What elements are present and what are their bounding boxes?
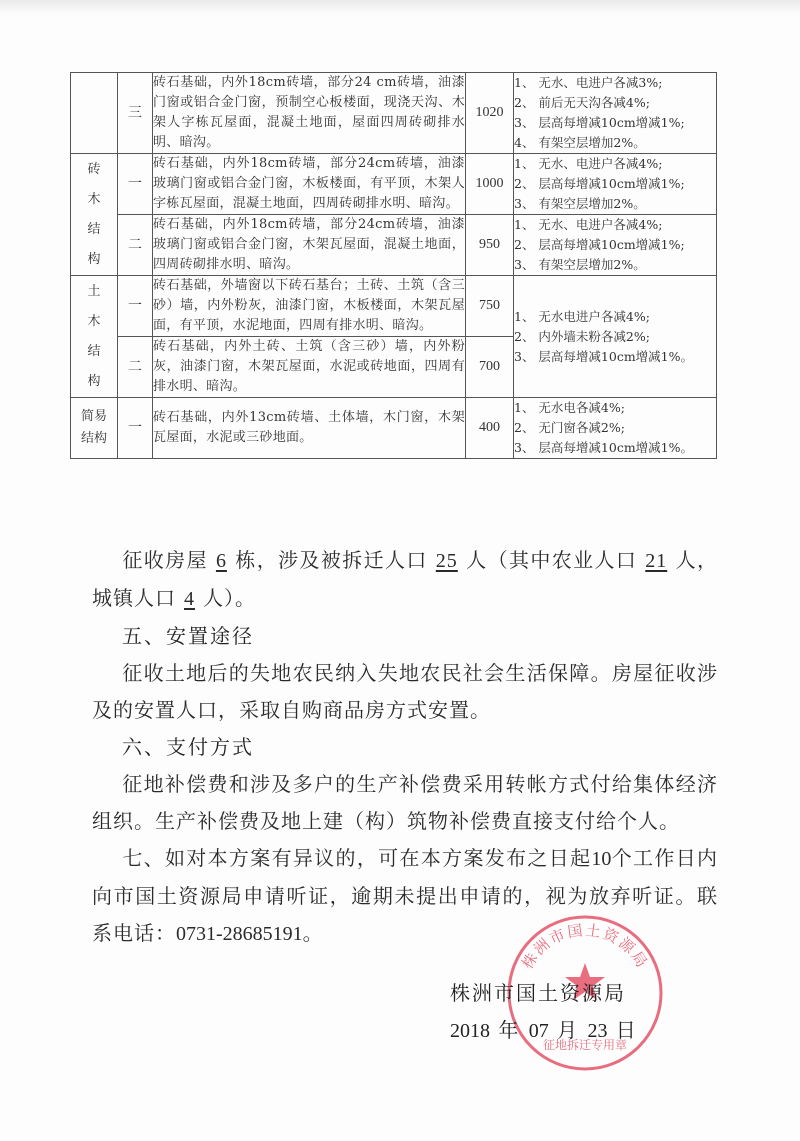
adjustment-notes-cell xyxy=(514,398,717,459)
price-cell: 1020 xyxy=(466,73,514,154)
body-text xyxy=(92,542,718,953)
category-label: 土木结构 xyxy=(87,283,101,389)
note-line: 3、 层高每增减10cm增减1%; xyxy=(514,115,685,130)
description-cell: 砖石基础，内外18cm砖墙，部分24cm砖墙，油漆玻璃门窗或铝合金门窗，木架瓦屋面，混凝土地面，四周砖砌排水明、暗沟。 xyxy=(153,215,466,276)
note-line: 2、 无门窗各减2%; xyxy=(514,420,625,435)
hearing-days: 10 xyxy=(591,848,612,870)
signature-block xyxy=(450,975,638,1050)
description-cell: 砖石基础，内外13cm砖墙、土体墙，木门窗，木架瓦屋面，水泥或三砂地面。 xyxy=(153,398,466,459)
table-row xyxy=(71,215,717,276)
grade-cell: 一 xyxy=(118,398,153,459)
structure-category-cell xyxy=(71,154,118,276)
housing-compensation-table xyxy=(70,72,717,459)
description-cell: 砖石基础，内外土砖、土筑（含三砂）墙，内外粉灰，油漆门窗，木架瓦屋面，水泥或砖地面，四周有排水明、暗沟。 xyxy=(153,337,466,398)
table-row xyxy=(71,154,717,215)
description-cell: 砖石基础，内外18cm砖墙，部分24 cm砖墙，油漆门窗或铝合金门窗，预制空心板楼面，现浇天沟、木架人字栋瓦屋面，混凝土地面，屋面四周砖砌排水明、暗沟。 xyxy=(153,73,466,154)
price-cell: 700 xyxy=(466,337,514,398)
table-row xyxy=(71,276,717,337)
note-line: 2、 层高每增减10cm增减1%; xyxy=(514,176,685,191)
seal-bottom-text: 征地拆迁专用章 xyxy=(542,1038,628,1052)
table-row xyxy=(71,73,717,154)
note-line: 1、 无水电各减4%; xyxy=(514,400,625,415)
adjustment-notes-cell xyxy=(514,73,717,154)
note-line: 2、 前后无天沟各减4%; xyxy=(514,95,650,110)
population-text: 人（其中农业人口 xyxy=(465,548,638,572)
note-line: 1、 无水、电进户各减3%; xyxy=(514,75,663,90)
date-month: 07 xyxy=(528,1020,549,1042)
category-label: 砖木结构 xyxy=(87,161,101,267)
grade-cell: 一 xyxy=(118,276,153,337)
category-label: 简易结构 xyxy=(80,409,107,446)
price-cell: 750 xyxy=(466,276,514,337)
resettlement-text: 征收土地后的失地农民纳入失地农民社会生活保障。房屋征收涉及的安置人口，采取自购商品房方式安置。 xyxy=(92,661,718,722)
price-cell: 950 xyxy=(466,215,514,276)
grade-cell: 二 xyxy=(118,337,153,398)
adjustment-notes-cell xyxy=(514,276,717,398)
hearing-text: 个工作日内向市国土资源局申请听证，逾期未提出申请的，视为放弃听证。联系电话： xyxy=(92,846,719,945)
note-line: 3、 有架空层增加2%。 xyxy=(514,257,646,272)
adjustment-notes-cell xyxy=(514,154,717,215)
note-line: 2、 层高每增减10cm增减1%; xyxy=(514,237,685,252)
contact-phone: 0731-28685191 xyxy=(176,923,303,945)
grade-cell: 二 xyxy=(118,215,153,276)
population-text: 栋，涉及被拆迁人口 xyxy=(234,548,428,572)
note-line: 1、 无水、电进户各减4%; xyxy=(514,156,663,171)
agricultural-population: 21 xyxy=(645,550,668,572)
note-line: 1、 无水电进户各减4%; xyxy=(514,308,650,324)
issuing-authority: 株洲市国土资源局 xyxy=(450,981,626,1005)
scan-edge-shadow xyxy=(0,0,800,14)
seal-ring-text: 株洲市国土资源局 xyxy=(518,920,652,973)
structure-category-cell xyxy=(71,398,118,459)
adjustment-notes-cell xyxy=(514,215,717,276)
structure-category-cell xyxy=(71,276,118,398)
population-text: 人）。 xyxy=(203,586,256,610)
section-heading-resettlement: 五、安置途径 xyxy=(122,624,254,648)
payment-text: 征地补偿费和涉及多户的生产补偿费采用转帐方式付给集体经济组织。生产补偿费及地上建（构）筑物补偿费直接支付给个人。 xyxy=(92,772,718,833)
date-year-unit: 年 xyxy=(498,1018,521,1042)
date-year: 2018 xyxy=(450,1020,490,1042)
date-day-unit: 日 xyxy=(615,1018,638,1042)
table-row xyxy=(71,398,717,459)
note-line: 3、 有架空层增加2%。 xyxy=(514,196,646,211)
description-cell: 砖石基础，外墙窗以下砖石基台；土砖、土筑（含三砂）墙，内外粉灰，油漆门窗，木板楼面，木架瓦屋面，有平顶，水泥地面，四周有排水明、暗沟。 xyxy=(153,276,466,337)
hearing-text: 七、如对本方案有异议的，可在本方案发布之日起 xyxy=(122,846,592,870)
description-cell: 砖石基础，内外18cm砖墙，部分24cm砖墙，油漆玻璃门窗或铝合金门窗，木板楼面，有平顶，木架人字栋瓦屋面，混凝土地面，四周砖砌排水明、暗沟。 xyxy=(153,154,466,215)
total-population: 25 xyxy=(435,550,458,572)
urban-population: 4 xyxy=(184,588,195,610)
note-line: 4、 有架空层增加2%。 xyxy=(514,135,646,150)
population-text: 人，城镇人口 xyxy=(92,548,719,610)
resettlement-paragraph xyxy=(92,655,718,729)
population-paragraph xyxy=(92,542,718,618)
grade-cell: 一 xyxy=(118,154,153,215)
note-line: 3、 层高每增减10cm增减1%。 xyxy=(514,440,694,455)
issue-date xyxy=(450,1012,638,1050)
note-line: 1、 无水、电进户各减4%; xyxy=(514,217,663,232)
payment-paragraph xyxy=(92,766,718,840)
structure-category-cell xyxy=(71,73,118,154)
houses-count: 6 xyxy=(215,550,227,572)
grade-cell: 三 xyxy=(118,73,153,154)
note-line: 3、 层高每增减10cm增减1%。 xyxy=(514,348,694,364)
date-month-unit: 月 xyxy=(557,1018,580,1042)
date-day: 23 xyxy=(587,1020,608,1042)
hearing-text: 。 xyxy=(302,921,324,945)
population-text: 征收房屋 xyxy=(122,548,208,572)
price-cell: 1000 xyxy=(466,154,514,215)
price-cell: 400 xyxy=(466,398,514,459)
note-line: 2、 内外墙未粉各减2%; xyxy=(514,328,650,344)
section-heading-payment: 六、支付方式 xyxy=(122,735,254,759)
